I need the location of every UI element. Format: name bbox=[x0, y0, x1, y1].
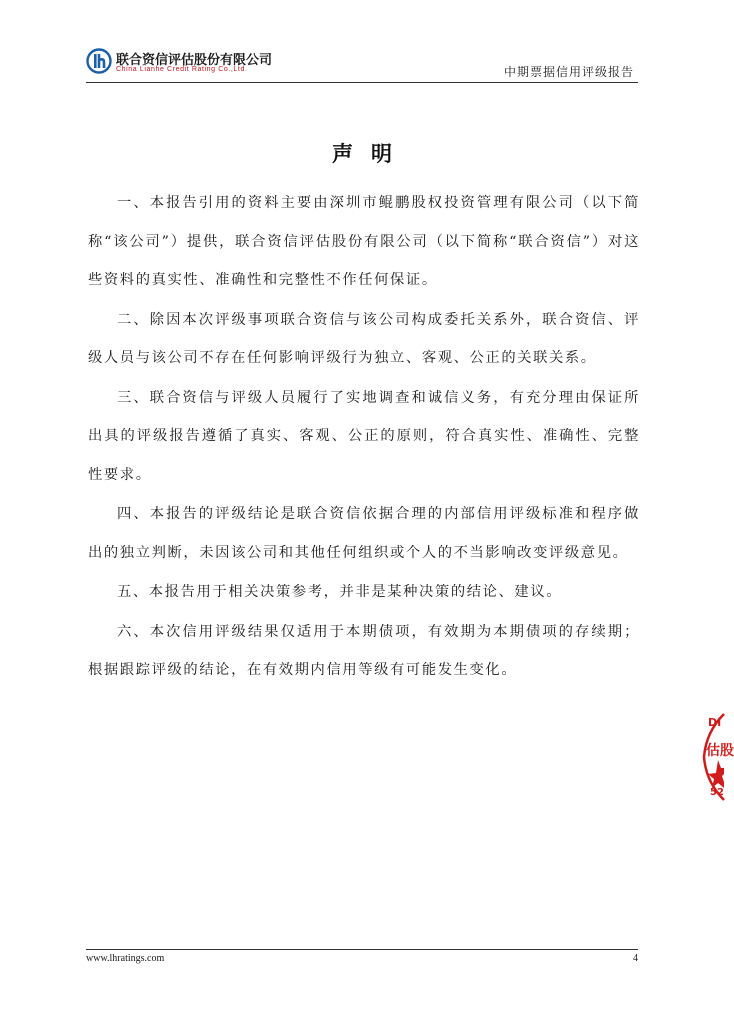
website-link[interactable]: www.lhratings.com bbox=[86, 953, 165, 964]
footer-divider bbox=[86, 949, 638, 950]
paragraph-3: 三、联合资信与评级人员履行了实地调查和诚信义务，有充分理由保证所出具的评级报告遵循了真实、客观、公正的原则，符合真实性、准确性、完整性要求。 bbox=[88, 389, 640, 483]
page-title: 声明 bbox=[332, 141, 410, 166]
lianhe-logo-icon bbox=[86, 48, 112, 74]
company-name-en: China Lianhe Credit Rating Co.,Ltd. bbox=[116, 66, 248, 73]
report-type-label: 中期票据信用评级报告 bbox=[503, 65, 634, 79]
seal-text-bottom: 52 bbox=[710, 787, 724, 798]
paragraph-5: 五、本报告用于相关决策参考，并非是某种决策的结论、建议。 bbox=[117, 584, 563, 600]
declaration-body bbox=[88, 184, 640, 691]
paragraph-4: 四、本报告的评级结论是联合资信依据合理的内部信用评级标准和程序做出的独立判断，未因该公司和其他任何组织或个人的不当影响改变评级意见。 bbox=[88, 506, 640, 561]
header-divider bbox=[86, 82, 638, 83]
page-number: 4 bbox=[633, 953, 638, 964]
company-name-cn: 联合资信评估股份有限公司 bbox=[116, 53, 273, 68]
paragraph-2: 二、除因本次评级事项联合资信与该公司构成委托关系外，联合资信、评级人员与该公司不存在任何影响评级行为独立、客观、公正的关联关系。 bbox=[88, 311, 640, 366]
seal-text-mid: 估股 bbox=[706, 743, 734, 759]
paragraph-6: 六、本次信用评级结果仅适用于本期债项，有效期为本期债项的存续期；根据跟踪评级的结论，在有效期内信用等级有可能发生变化。 bbox=[88, 623, 640, 678]
paragraph-1: 一、本报告引用的资料主要由深圳市鲲鹏股权投资管理有限公司（以下简称“该公司”）提供，联合资信评估股份有限公司（以下简称“联合资信”）对这些资料的真实性、准确性和完整性不作任何保证。 bbox=[88, 195, 640, 288]
seal-text-top: DI bbox=[708, 716, 722, 729]
